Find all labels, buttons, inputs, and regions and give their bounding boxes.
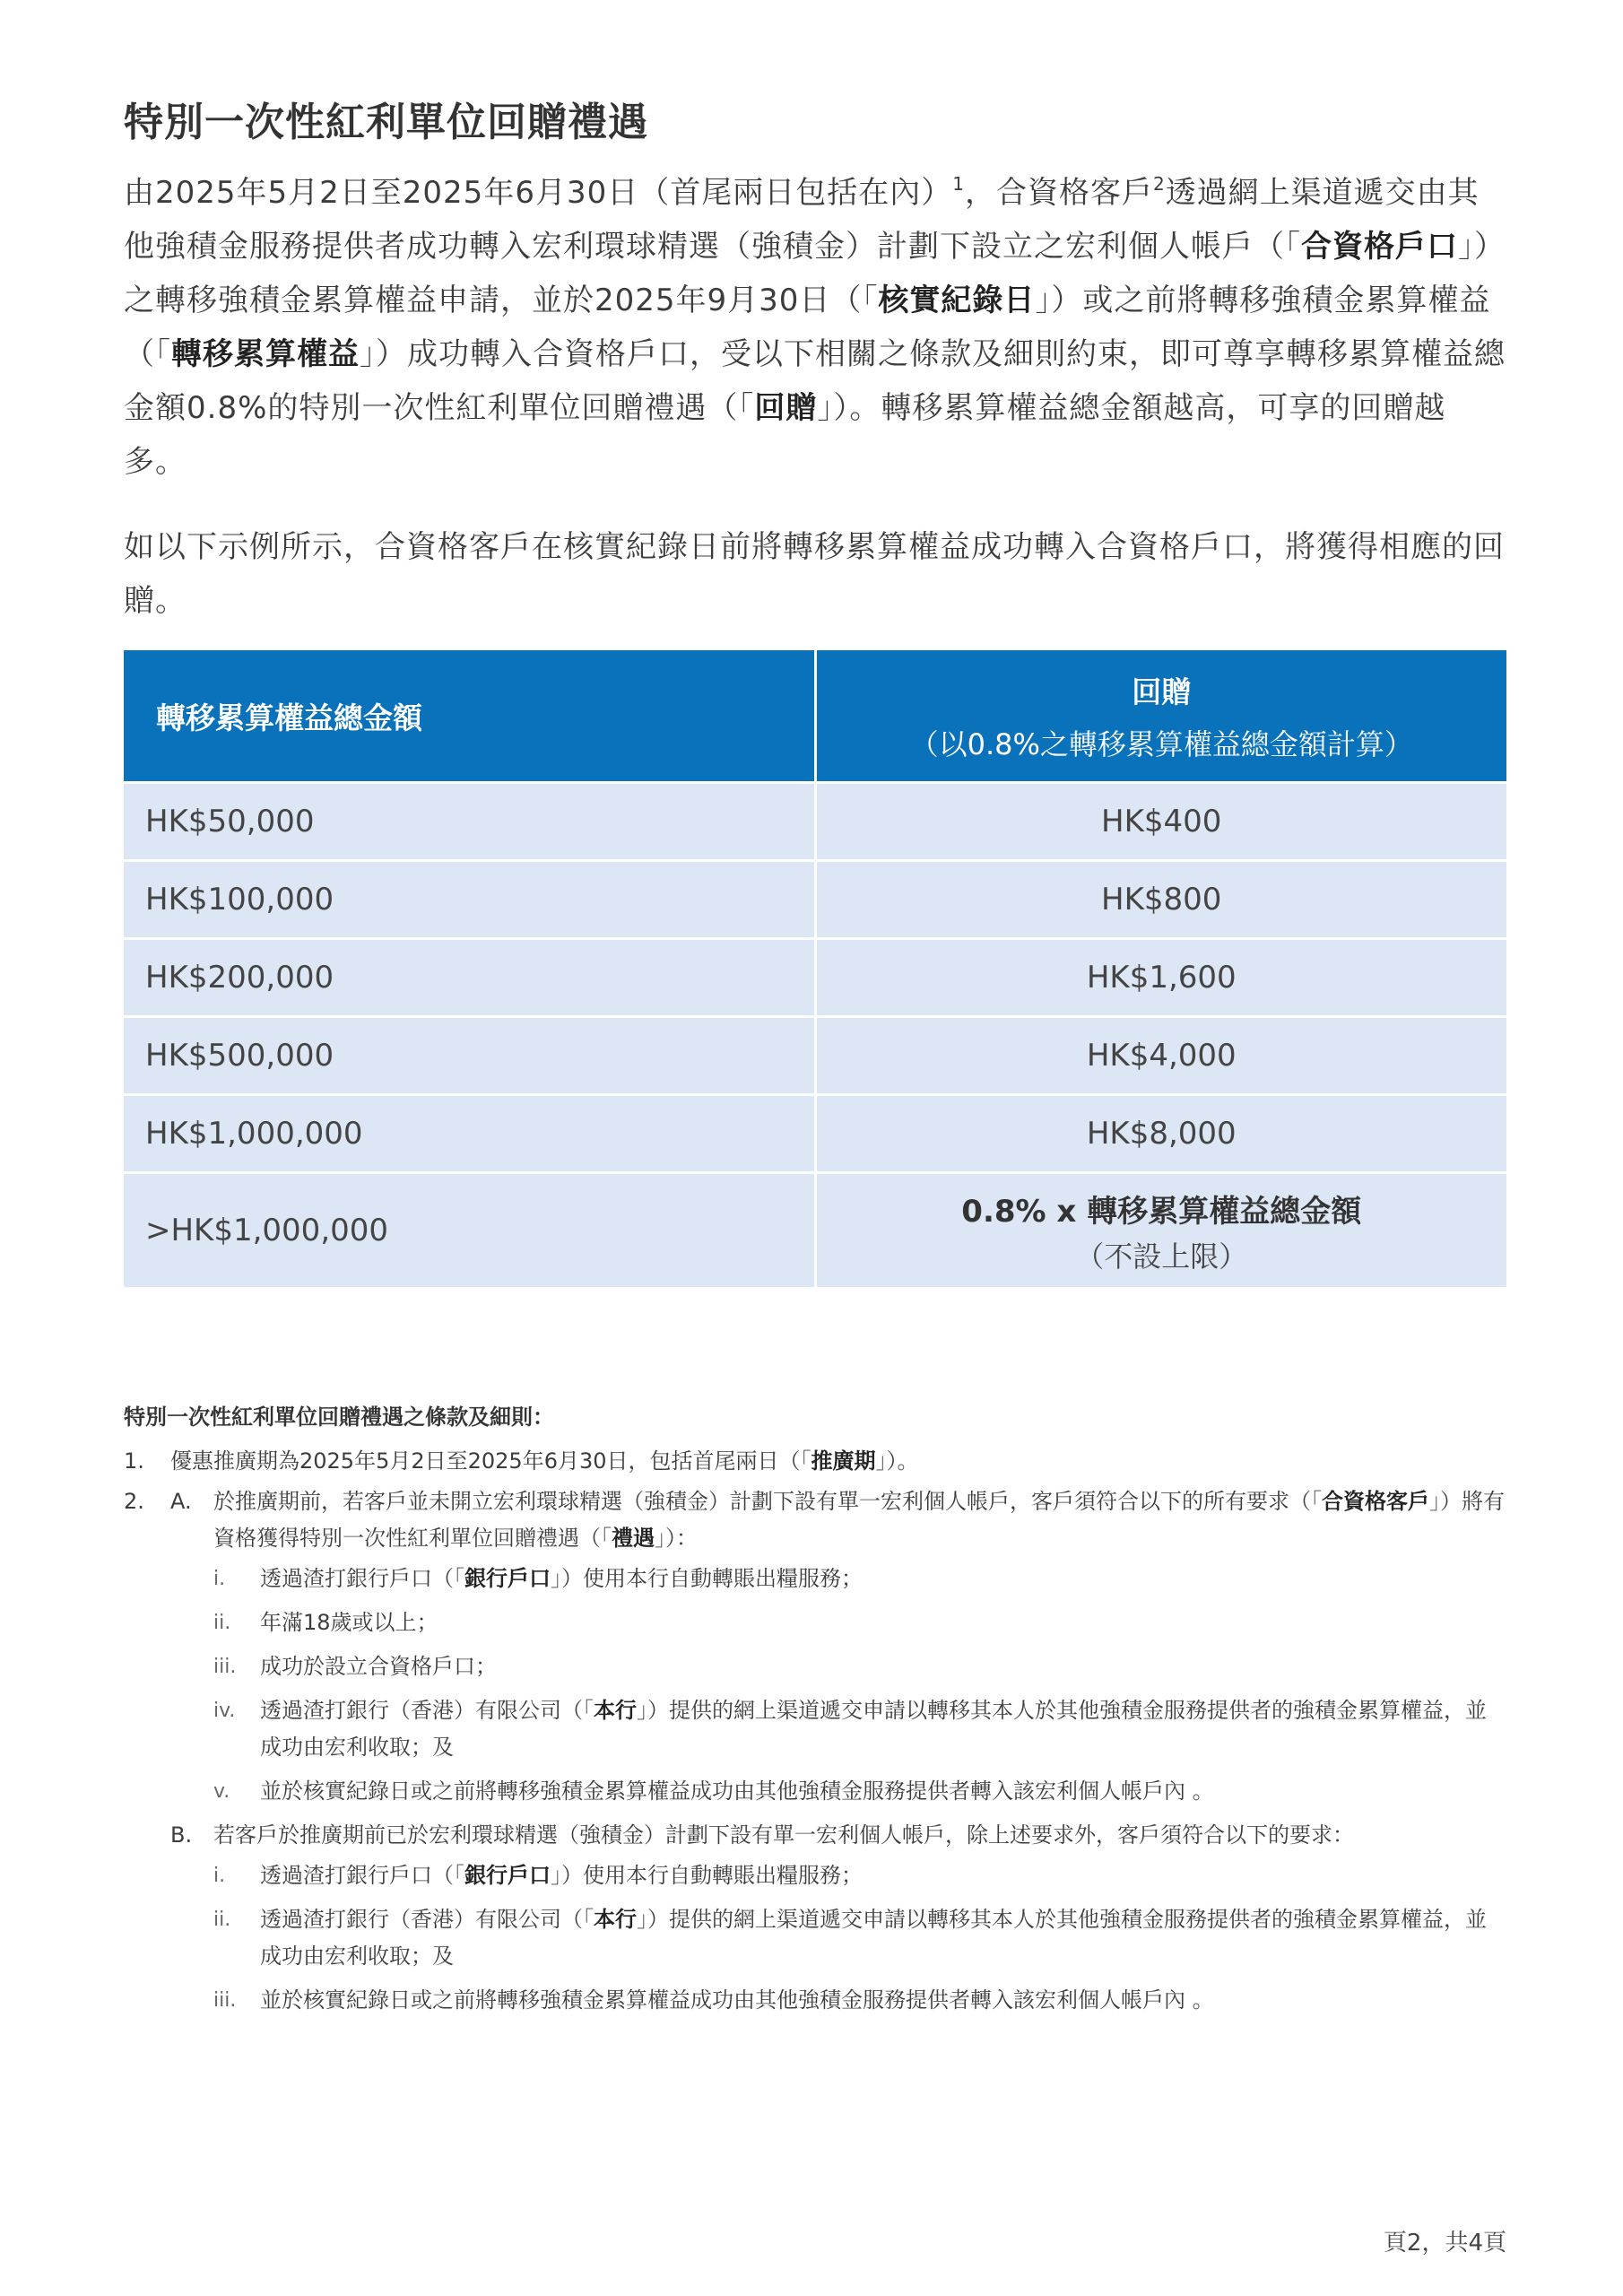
term-2b-iii — [170, 1982, 1506, 2019]
rebate-cell: HK$400 — [815, 783, 1506, 861]
defined-term: 本行 — [594, 1698, 637, 1723]
intro-text: 」）成功轉入合資格戶口，受以下相關之條款及細則約束，即可尊享轉移累算權益總金額0.8%的特別一次性紅利單位回贈禮遇（「 — [124, 336, 1506, 426]
defined-term: 轉移累算權益 — [171, 336, 360, 372]
item-letter: B. — [170, 1822, 193, 1848]
rebate-cell: HK$1,600 — [815, 939, 1506, 1017]
terms-heading: 特別一次性紅利單位回贈禮遇之條款及細則： — [124, 1405, 554, 1430]
item-roman: i. — [213, 1865, 226, 1887]
item-roman: iii. — [213, 1656, 237, 1678]
terms-section — [124, 1399, 1506, 2026]
term-text: 」）使用本行自動轉賬出糧服務； — [551, 1863, 863, 1888]
defined-term: 銀行戶口 — [464, 1566, 551, 1591]
term-text: 成功於設立合資格戶口； — [260, 1654, 497, 1679]
item-roman: v. — [213, 1780, 230, 1803]
rebate-cap-note: （不設上限） — [1075, 1239, 1248, 1274]
page-number: 頁2，共4頁 — [1383, 2230, 1506, 2257]
item-roman: ii. — [213, 1909, 231, 1931]
term-2b-i — [170, 1857, 1506, 1894]
item-roman: iv. — [213, 1700, 236, 1722]
defined-term: 本行 — [594, 1907, 637, 1932]
term-text: 」）。 — [875, 1448, 919, 1474]
page-title: 特別一次性紅利單位回贈禮遇 — [124, 100, 648, 145]
term-text: 透過渣打銀行（香港）有限公司（「 — [260, 1907, 594, 1932]
table-row — [124, 783, 1506, 861]
defined-term: 回贈 — [754, 390, 818, 426]
term-text: 並於核實紀錄日或之前將轉移強積金累算權益成功由其他強積金服務提供者轉入該宏利個人帳戶內 。 — [260, 1987, 1214, 2013]
term-2b-ii — [170, 1901, 1506, 1975]
term-text: 」）提供的網上渠道遞交申請以轉移其本人於其他強積金服務提供者的強積金累算權益，並成功由宏利收取；及 — [260, 1907, 1487, 1969]
rebate-table — [124, 650, 1506, 1287]
defined-term: 禮遇 — [612, 1526, 655, 1551]
header-rebate-sub: （以0.8%之轉移累算權益總金額計算） — [909, 726, 1413, 761]
rebate-cell — [815, 1173, 1506, 1288]
intro-text: 」）之轉移強積金累算權益申請，並於2025年9月30日（「 — [124, 229, 1506, 318]
term-text: 」）提供的網上渠道遞交申請以轉移其本人於其他強積金服務提供者的強積金累算權益，並成功由宏利收取；及 — [260, 1698, 1487, 1760]
item-number: 2. — [124, 1489, 144, 1514]
term-item-1 — [124, 1443, 1506, 1480]
rebate-cell: HK$8,000 — [815, 1095, 1506, 1173]
term-2a-iii — [170, 1648, 1506, 1685]
term-item-2 — [124, 1483, 1506, 2019]
defined-term: 銀行戶口 — [464, 1863, 551, 1888]
example-paragraph: 如以下示例所示，合資格客戶在核實紀錄日前將轉移累算權益成功轉入合資格戶口，將獲得相應的回贈。 — [124, 529, 1505, 619]
defined-term: 核實紀錄日 — [878, 283, 1036, 318]
header-amount: 轉移累算權益總金額 — [124, 650, 815, 783]
header-rebate-title: 回贈 — [1132, 674, 1192, 709]
term-text: 於推廣期前，若客戶並未開立宏利環球精選（強積金）計劃下設有單一宏利個人帳戶，客戶須符合以下的所有要求（「 — [213, 1489, 1322, 1514]
intro-text: 由2025年5月2日至2025年6月30日（首尾兩日包括在內） — [124, 175, 953, 211]
intro-paragraph — [124, 166, 1506, 489]
defined-term: 合資格客戶 — [1322, 1489, 1429, 1514]
rebate-cell: HK$800 — [815, 861, 1506, 939]
term-text: 透過渣打銀行戶口（「 — [260, 1863, 464, 1888]
item-roman: iii. — [213, 1989, 237, 2012]
amount-cell: HK$1,000,000 — [124, 1095, 815, 1173]
term-text: 年滿18歲或以上； — [260, 1610, 438, 1635]
term-2a-v — [170, 1773, 1506, 1810]
table-header-row — [124, 650, 1506, 783]
rebate-formula: 0.8% x 轉移累算權益總金額 — [961, 1193, 1362, 1230]
term-text: 透過渣打銀行（香港）有限公司（「 — [260, 1698, 594, 1723]
item-letter: A. — [170, 1489, 192, 1514]
table-row — [124, 861, 1506, 939]
item-number: 1. — [124, 1448, 144, 1474]
footnote-ref-1: 1 — [952, 173, 965, 195]
amount-cell: >HK$1,000,000 — [124, 1173, 815, 1288]
amount-cell: HK$100,000 — [124, 861, 815, 939]
footnote-ref-2: 2 — [1152, 173, 1166, 195]
term-2a-ii — [170, 1605, 1506, 1641]
intro-text: 透過網上渠道遞交由其他強積金服務提供者成功轉入宏利環球精選（強積金）計劃下設立之宏利個人帳戶（「 — [124, 175, 1480, 265]
term-text: 透過渣打銀行戶口（「 — [260, 1566, 464, 1591]
defined-term: 合資格戶口 — [1301, 229, 1458, 265]
defined-term: 推廣期 — [811, 1448, 876, 1474]
intro-text: 」）或之前將轉移強積金累算權益（「 — [124, 283, 1491, 372]
item-roman: i. — [213, 1568, 226, 1590]
amount-cell: HK$200,000 — [124, 939, 815, 1017]
term-2a — [170, 1483, 1506, 1557]
term-text: 並於核實紀錄日或之前將轉移強積金累算權益成功由其他強積金服務提供者轉入該宏利個人帳戶內 。 — [260, 1779, 1214, 1804]
table-row — [124, 1095, 1506, 1173]
amount-cell: HK$500,000 — [124, 1017, 815, 1095]
term-text: 優惠推廣期為2025年5月2日至2025年6月30日，包括首尾兩日（「 — [170, 1448, 812, 1474]
intro-text: ，合資格客戶 — [964, 175, 1153, 211]
term-2a-iv — [170, 1692, 1506, 1766]
table-row — [124, 1173, 1506, 1288]
term-text: 」）將有資格獲得特別一次性紅利單位回贈禮遇（「 — [213, 1489, 1505, 1551]
item-roman: ii. — [213, 1612, 231, 1634]
header-rebate — [815, 650, 1506, 783]
table-row — [124, 1017, 1506, 1095]
term-text: 」）使用本行自動轉賬出糧服務； — [551, 1566, 863, 1591]
term-text: 若客戶於推廣期前已於宏利環球精選（強積金）計劃下設有單一宏利個人帳戶，除上述要求外，客戶須符合以下的要求： — [213, 1822, 1354, 1848]
rebate-cell: HK$4,000 — [815, 1017, 1506, 1095]
amount-cell: HK$50,000 — [124, 783, 815, 861]
term-text: 」）： — [655, 1526, 698, 1551]
term-2a-i — [170, 1561, 1506, 1597]
term-2b — [170, 1817, 1506, 1854]
intro-text: 」）。轉移累算權益總金額越高，可享的回贈越多。 — [124, 390, 1446, 480]
table-row — [124, 939, 1506, 1017]
